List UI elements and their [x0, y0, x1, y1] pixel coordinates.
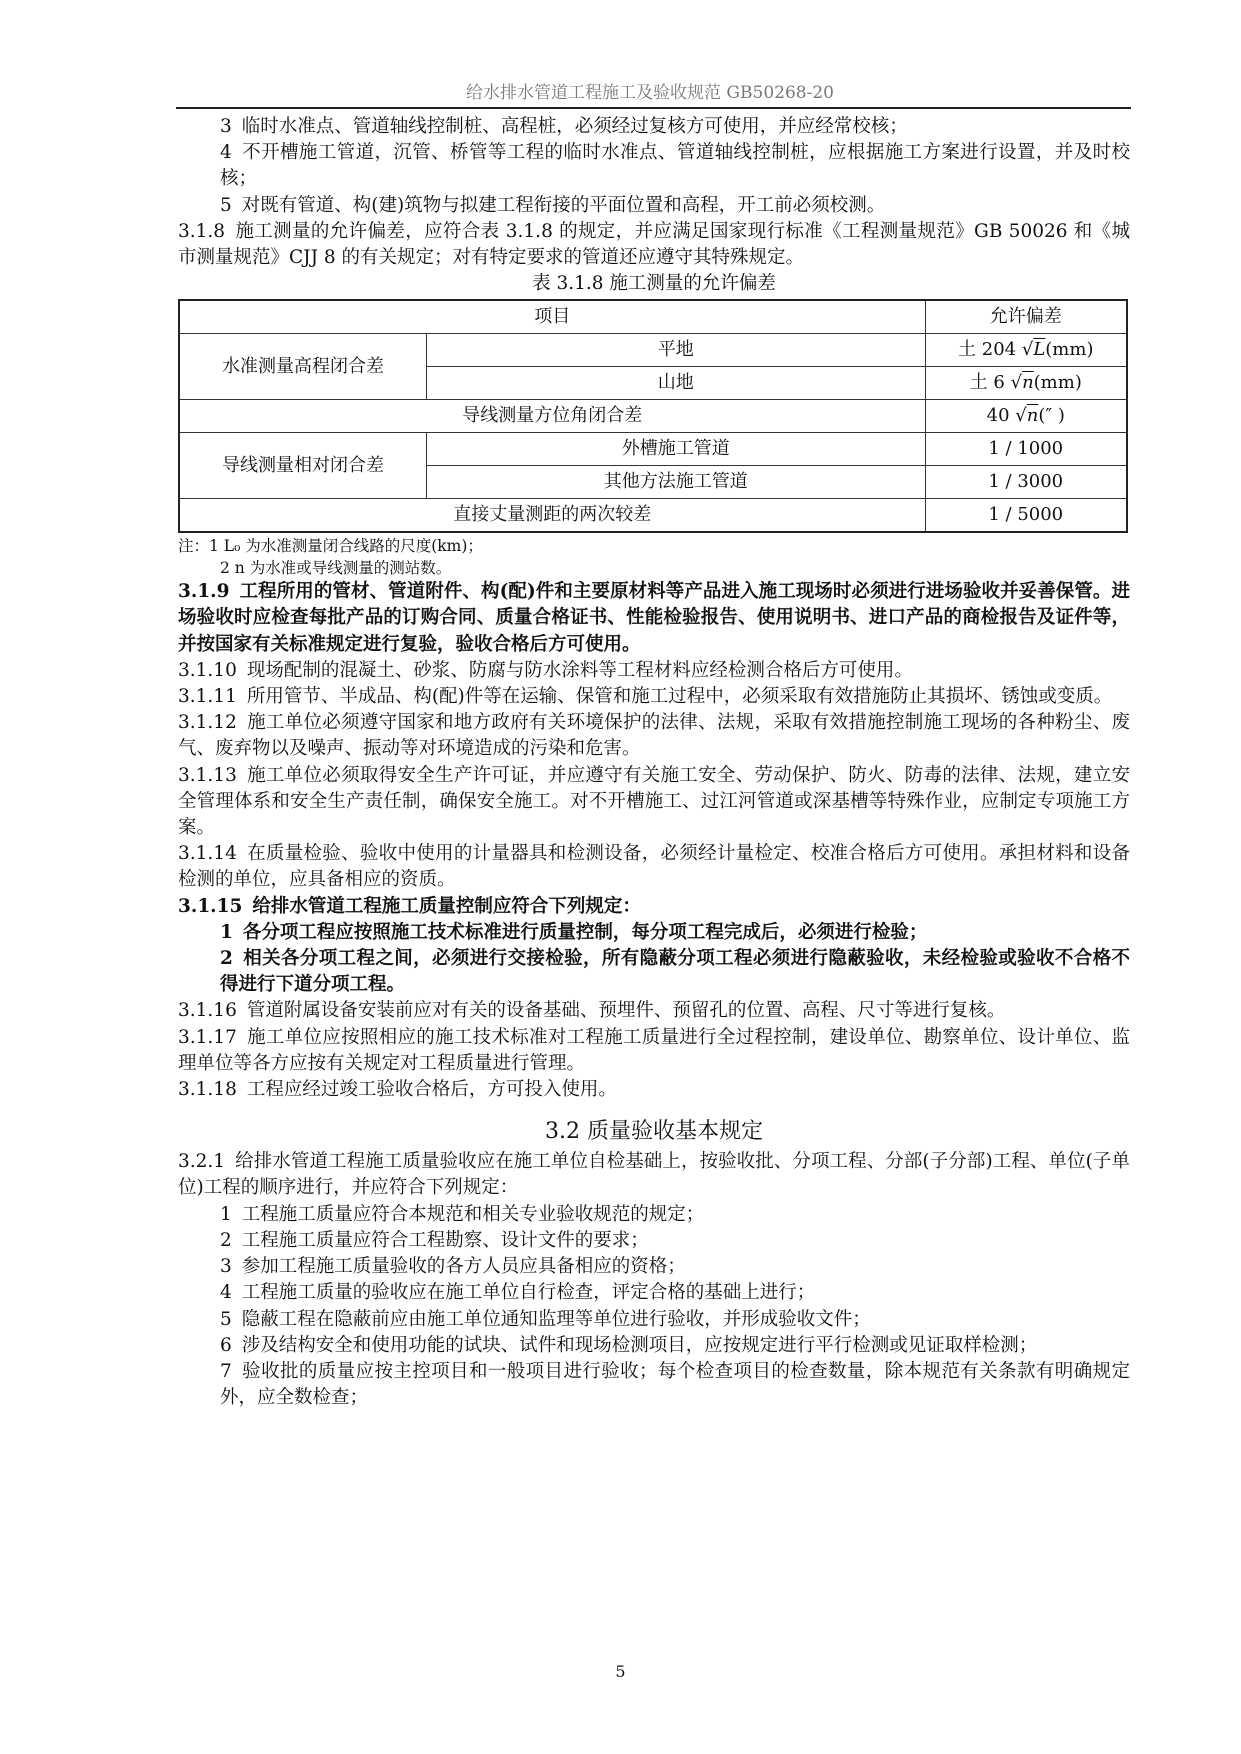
- clause-3-1-15: [178, 894, 1130, 920]
- item-number: 6: [220, 1334, 232, 1356]
- clause-3-1-11: [178, 684, 1130, 710]
- item-text: 临时水准点、管道轴线控制桩、高程桩，必须经过复核方可使用，并应经常校核；: [241, 116, 908, 137]
- clause-text: 给排水管道工程施工质量控制应符合下列规定：: [252, 895, 641, 917]
- page-header: 给水排水管道工程施工及验收规范 GB50268-20: [466, 83, 834, 103]
- table-cell: 平地: [427, 334, 926, 367]
- clause-text: 施工单位应按照相应的施工技术标准对工程施工质量进行全过程控制，建设单位、勘察单位、设计单位、监理单位等各方应按有关规定对工程质量进行管理。: [178, 1026, 1130, 1074]
- item-text: 工程施工质量应符合工程勘察、设计文件的要求；: [241, 1229, 649, 1251]
- clause-number: 3.1.11: [178, 686, 237, 708]
- clause-text: 管道附属设备安装前应对有关的设备基础、预埋件、预留孔的位置、高程、尺寸等进行复核。: [246, 1000, 1006, 1022]
- clause-text: 施工单位必须取得安全生产许可证，并应遵守有关施工安全、劳动保护、防火、防毒的法律、法规，建立安全管理体系和安全生产责任制，确保安全施工。对不开槽施工、过江河管道或深基槽等特殊作业，应制定专项施工方案。: [178, 764, 1130, 839]
- clause-3-1-18: [178, 1077, 1130, 1103]
- clause-number: 3.1.16: [178, 1000, 237, 1022]
- item-number: 2: [220, 948, 233, 970]
- paragraph: [178, 140, 1130, 192]
- clause-3-1-10: [178, 658, 1130, 684]
- clause-text: 施工单位必须遵守国家和地方政府有关环境保护的法律、法规，采取有效措施控制施工现场的各种粉尘、废气、废弃物以及噪声、振动等对环境造成的污染和危害。: [178, 712, 1130, 760]
- clause-3-1-16: [178, 998, 1130, 1024]
- clause-3-1-12: [178, 710, 1130, 762]
- tol-radicand: n: [1026, 405, 1039, 427]
- list-item: [178, 920, 1130, 946]
- item-number: 3: [220, 1256, 232, 1278]
- clause-text: 工程应经过竣工验收合格后，方可投入使用。: [246, 1079, 617, 1101]
- list-item: [178, 1333, 1130, 1359]
- tol-radicand: L: [1033, 339, 1046, 361]
- list-item: [178, 946, 1130, 998]
- item-number: 2: [220, 1229, 232, 1251]
- document-body: [178, 114, 1130, 1411]
- clause-text: 在质量检验、验收中使用的计量器具和检测设备，必须经计量检定、校准合格后方可使用。承担材料和设备检测的单位，应具备相应的资质。: [178, 843, 1130, 891]
- clause-number: 3.1.8: [178, 220, 226, 242]
- table-header-item: 项目: [179, 300, 925, 334]
- item-number: 4: [220, 142, 232, 164]
- table-cell: 直接丈量测距的两次较差: [179, 499, 925, 533]
- table-cell: 40 √n(″ ): [925, 400, 1127, 433]
- clause-text: 工程所用的管材、管道附件、构(配)件和主要原材料等产品进入施工现场时必须进行进场验收并妥善保管。进场验收时应检查每批产品的订购合同、质量合格证书、性能检验报告、使用说明书、进口产品的商检报告及证件等，并按国家有关标准规定进行复验，验收合格后方可使用。: [178, 581, 1130, 655]
- item-text: 不开槽施工管道，沉管、桥管等工程的临时水准点、管道轴线控制桩，应根据施工方案进行设置，并及时校核；: [220, 142, 1130, 190]
- clause-number: 3.1.17: [178, 1026, 237, 1048]
- item-number: 4: [220, 1282, 232, 1304]
- item-text: 各分项工程应按照施工技术标准进行质量控制，每分项工程完成后，必须进行检验；: [242, 921, 928, 943]
- tol-radicand: n: [1022, 372, 1034, 394]
- paragraph: [178, 114, 1130, 140]
- item-number: 7: [220, 1360, 232, 1382]
- list-item: [178, 1359, 1130, 1411]
- tol-unit: (mm): [1033, 372, 1082, 394]
- note-2: 2 n 为水准或导线测量的测站数。: [220, 559, 452, 578]
- item-text: 参加工程施工质量验收的各方人员应具备相应的资格；: [241, 1256, 686, 1278]
- list-item: [178, 1280, 1130, 1306]
- item-text: 涉及结构安全和使用功能的试块、试件和现场检测项目，应按规定进行平行检测或见证取样检测；: [241, 1334, 1038, 1356]
- item-number: 5: [220, 1308, 232, 1330]
- clause-text: 现场配制的混凝土、砂浆、防腐与防水涂料等工程材料应经检测合格后方可使用。: [246, 659, 913, 681]
- table-cell: 水准测量高程闭合差: [179, 334, 427, 400]
- item-text: 隐蔽工程在隐蔽前应由施工单位通知监理等单位进行验收，并形成验收文件；: [241, 1308, 871, 1330]
- table-cell: 山地: [427, 367, 926, 400]
- tol-unit: (mm): [1045, 339, 1094, 361]
- item-text: 对既有管道、构(建)筑物与拟建工程衔接的平面位置和高程，开工前必须校测。: [241, 194, 886, 216]
- clause-number: 3.2.1: [178, 1151, 226, 1173]
- clause-3-1-17: [178, 1025, 1130, 1077]
- clause-3-1-9: [178, 579, 1130, 658]
- item-text: 工程施工质量的验收应在施工单位自行检查，评定合格的基础上进行；: [241, 1282, 816, 1304]
- tol-prefix: 40: [986, 405, 1016, 427]
- clause-number: 3.1.10: [178, 659, 237, 681]
- table-cell: 导线测量相对闭合差: [179, 433, 427, 499]
- clause-3-1-14: [178, 841, 1130, 893]
- page-number: 5: [615, 1662, 626, 1681]
- clause-text: 所用管节、半成品、构(配)件等在运输、保管和施工过程中，必须采取有效措施防止其损坏、锈蚀或变质。: [246, 686, 1113, 708]
- list-item: [178, 1228, 1130, 1254]
- table-title: 表 3.1.8 施工测量的允许偏差: [532, 273, 776, 295]
- tol-prefix: 土 204: [958, 339, 1022, 361]
- table-cell: 导线测量方位角闭合差: [179, 400, 925, 433]
- table-header-tolerance: 允许偏差: [925, 300, 1127, 334]
- clause-3-1-8: [178, 219, 1130, 271]
- table-notes: [178, 535, 1130, 579]
- section-title: 3.2 质量验收基本规定: [545, 1119, 763, 1145]
- item-text: 相关各分项工程之间，必须进行交接检验，所有隐蔽分项工程必须进行隐蔽验收，未经检验或验收不合格不得进行下道分项工程。: [220, 948, 1130, 996]
- item-number: 1: [220, 921, 233, 943]
- clause-text: 给排水管道工程施工质量验收应在施工单位自检基础上，按验收批、分项工程、分部(子分部)工程、单位(子单位)工程的顺序进行，并应符合下列规定：: [178, 1151, 1130, 1199]
- item-text: 验收批的质量应按主控项目和一般项目进行验收；每个检查项目的检查数量，除本规范有关条款有明确规定外，应全数检查；: [220, 1360, 1130, 1409]
- clause-text: 施工测量的允许偏差，应符合表 3.1.8 的规定，并应满足国家现行标准《工程测量规范》GB 50026 和《城市测量规范》CJJ 8 的有关规定；对有特定要求的管道还应遵守其特殊规定。: [178, 220, 1130, 269]
- list-item: [178, 1254, 1130, 1280]
- tol-unit: (″ ): [1038, 405, 1065, 427]
- table-cell: 1 / 5000: [925, 499, 1127, 533]
- clause-3-1-13: [178, 763, 1130, 842]
- list-item: [178, 1307, 1130, 1333]
- note-1: 注：1 L₀ 为水准测量闭合线路的尺度(km)；: [178, 537, 483, 556]
- table-cell: 1 / 1000: [925, 433, 1127, 466]
- header-rule: [176, 107, 1131, 109]
- clause-3-2-1: [178, 1149, 1130, 1201]
- item-number: 1: [220, 1203, 232, 1225]
- item-number: 5: [220, 194, 232, 216]
- tolerance-table: [178, 299, 1128, 533]
- clause-number: 3.1.13: [178, 764, 237, 786]
- clause-number: 3.1.12: [178, 712, 237, 734]
- table-cell: 土 204 √L(mm): [925, 334, 1127, 367]
- paragraph: [178, 193, 1130, 219]
- table-cell: 外槽施工管道: [427, 433, 926, 466]
- clause-number: 3.1.14: [178, 843, 237, 865]
- item-text: 工程施工质量应符合本规范和相关专业验收规范的规定；: [241, 1203, 705, 1225]
- table-cell: 其他方法施工管道: [427, 466, 926, 499]
- table-cell: 土 6 √n(mm): [925, 367, 1127, 400]
- clause-number: 3.1.9: [178, 581, 230, 603]
- tol-prefix: 土 6: [969, 372, 1011, 394]
- item-number: 3: [220, 116, 232, 137]
- table-cell: 1 / 3000: [925, 466, 1127, 499]
- clause-number: 3.1.15: [178, 895, 243, 917]
- clause-number: 3.1.18: [178, 1079, 237, 1101]
- list-item: [178, 1202, 1130, 1228]
